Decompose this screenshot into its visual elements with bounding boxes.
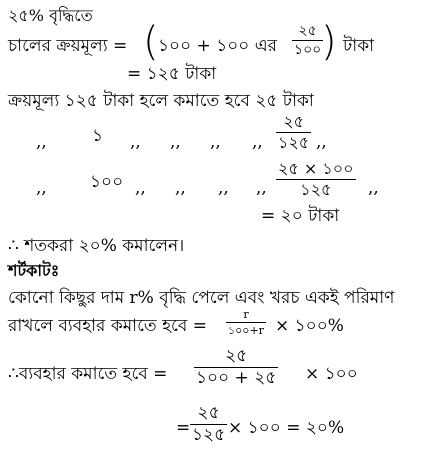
final-fraction-denominator: ১২৫ <box>192 425 226 445</box>
ditto-mark: ,, <box>170 132 181 152</box>
reduce-label: ∴ব্যবহার কমাতে হবে = <box>8 364 168 384</box>
ditto-mark: ,, <box>175 178 186 198</box>
statement-one: ক্রয়মূল্য ১২৫ টাকা হলে কমাতে হবে ২৫ টাকা <box>8 91 314 111</box>
shortcut-text-line-two: রাখলে ব্যবহার কমাতে হবে = <box>8 316 207 336</box>
ditto-mark: ,, <box>252 132 263 152</box>
cost-fraction <box>292 24 323 57</box>
ditto-mark: ,, <box>218 178 229 198</box>
cost-label: চালের ক্রয়মূল্য = <box>8 36 128 56</box>
row-one-fraction <box>276 114 311 151</box>
final-equals: = <box>176 418 191 438</box>
cost-fraction-denominator: ১০০ <box>294 42 322 58</box>
reduce-fraction-numerator: ২৫ <box>225 346 248 366</box>
reduce-fraction-denominator: ১০০ + ২৫ <box>196 368 277 388</box>
cost-expression: ১০০ + ১০০ এর <box>158 36 278 56</box>
cost-fraction-numerator: ২৫ <box>298 23 317 39</box>
shortcut-title: শর্টকাটঃ <box>8 261 60 280</box>
cost-result: = ১২৫ টাকা <box>127 64 217 84</box>
final-tail: × ১০০ = ২০% <box>228 418 345 438</box>
row-one-fraction-numerator: ২৫ <box>283 112 304 131</box>
shortcut-fraction-numerator: r <box>243 308 249 321</box>
row-hundred-value: ১০০ <box>90 172 124 192</box>
heading: ২৫% বৃদ্ধিতে <box>8 6 93 25</box>
ditto-mark: ,, <box>36 178 47 198</box>
ditto-mark: ,, <box>36 132 47 152</box>
ditto-mark: ,, <box>368 178 379 198</box>
shortcut-fraction <box>226 309 266 336</box>
ditto-mark: ,, <box>135 178 146 198</box>
ditto-mark: ,, <box>256 178 267 198</box>
shortcut-text-line-one: কোনো কিছুর দাম r% বৃদ্ধি পেলে এবং খরচ একই পরিমাণ <box>8 288 395 308</box>
cost-unit: টাকা <box>343 36 375 56</box>
reduce-tail: × ১০০ <box>305 364 358 384</box>
final-fraction <box>190 405 227 444</box>
close-paren: ) <box>321 19 337 65</box>
row-hundred-fraction-denominator: ১২৫ <box>276 179 356 198</box>
ditto-mark: ,, <box>130 132 141 152</box>
row-one-value: ১ <box>92 126 104 146</box>
row-one-fraction-denominator: ১২৫ <box>278 133 310 152</box>
ditto-mark: ,, <box>210 132 221 152</box>
ditto-mark: ,, <box>316 132 327 152</box>
final-fraction-numerator: ২৫ <box>197 403 220 423</box>
conclusion: ∴ শতকরা ২০% কমালেন। <box>8 236 185 256</box>
reduce-fraction <box>194 348 278 387</box>
open-paren: ( <box>143 19 159 65</box>
row-hundred-fraction <box>276 161 356 198</box>
shortcut-fraction-denominator: ১০০+r <box>228 324 264 337</box>
row-hundred-result: = ২০ টাকা <box>261 206 340 226</box>
row-hundred-fraction-numerator: ২৫ × ১০০ <box>278 159 354 178</box>
shortcut-tail: × ১০০% <box>275 316 344 336</box>
